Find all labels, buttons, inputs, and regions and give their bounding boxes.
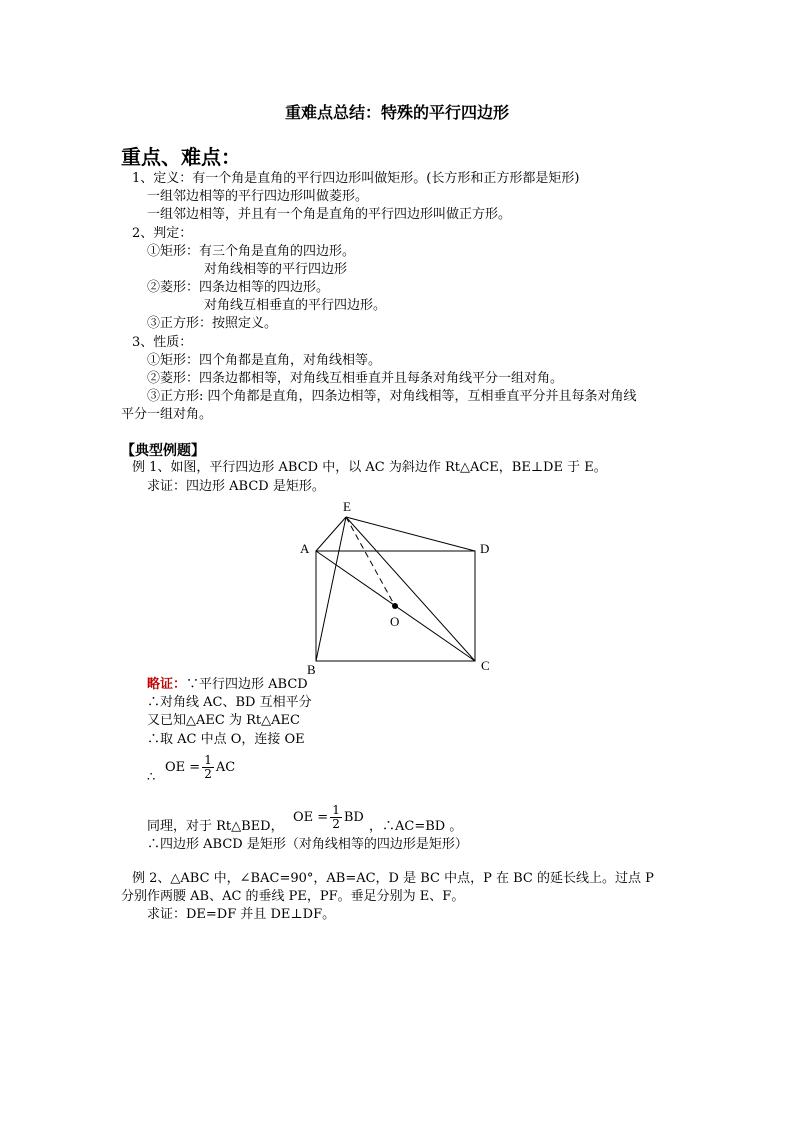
- proof-conclusion: ∴四边形 ABCD 是矩形（对角线相等的四边形是矩形）: [147, 837, 468, 852]
- proof-label: 略证：: [147, 677, 187, 692]
- label-c: C: [481, 658, 490, 673]
- formula-1-lhs: OE =: [165, 760, 201, 775]
- judgement-heading: 2、判定：: [132, 226, 193, 241]
- proof-formula-2: [293, 802, 364, 834]
- formula-2-lhs: OE =: [293, 810, 329, 825]
- label-a: A: [300, 541, 310, 556]
- segment-ec: [346, 517, 475, 661]
- proof-text-1: ∵平行四边形 ABCD: [186, 677, 308, 692]
- judgement-square: ③正方形：按照定义。: [147, 316, 278, 331]
- label-o: O: [390, 614, 400, 629]
- formula-2-numerator: 1: [332, 803, 340, 817]
- section-heading-key-points: 重点、难点：: [121, 145, 241, 169]
- property-square-2: 平分一组对角。: [121, 407, 213, 422]
- definition-line-2: 一组邻边相等的平行四边形叫做菱形。: [147, 189, 369, 204]
- example-1-question: 求证：四边形 ABCD 是矩形。: [147, 479, 325, 494]
- definition-line-3: 一组邻边相等，并且有一个角是直角的平行四边形叫做正方形。: [147, 207, 512, 222]
- segment-eo: [346, 517, 395, 606]
- judgement-rectangle-1: ①矩形：有三个角是直角的四边形。: [147, 244, 356, 259]
- proof-line-2: ∴对角线 AC、BD 互相平分: [147, 695, 312, 710]
- proof-line-6a: 同理，对于 Rt△BED，: [147, 819, 284, 834]
- formula-1-numerator: 1: [204, 753, 212, 767]
- segment-eb: [316, 517, 346, 661]
- formula-1-denominator: 2: [204, 767, 212, 781]
- proof-line-1: [147, 676, 308, 694]
- formula-2-fraction: [330, 804, 342, 831]
- proof-line-6b: ，∴AC=BD 。: [369, 819, 463, 834]
- label-d: D: [480, 541, 490, 556]
- example-2-question: 求证：DE=DF 并且 DE⊥DF。: [147, 907, 336, 922]
- property-rhombus: ②菱形：四条边都相等，对角线互相垂直并且每条对角线平分一组对角。: [147, 371, 564, 386]
- example-1-statement: 例 1、如图，平行四边形 ABCD 中，以 AC 为斜边作 Rt△ACE，BE⊥DE 于 E。: [132, 460, 607, 475]
- example-2-line-1: 例 2、△ABC 中，∠BAC=90°，AB=AC，D 是 BC 中点，P 在 BC 的延长线上。过点 P: [132, 871, 654, 886]
- formula-2-denominator: 2: [332, 817, 340, 831]
- judgement-rhombus-1: ②菱形：四条边相等的四边形。: [147, 280, 330, 295]
- point-o: [392, 603, 398, 609]
- proof-line-4: ∴取 AC 中点 O，连接 OE: [147, 732, 305, 747]
- formula-2-rhs: BD: [343, 810, 364, 825]
- judgement-rhombus-2: 对角线互相垂直的平行四边形。: [204, 298, 387, 313]
- page-title: 重难点总结：特殊的平行四边形: [284, 103, 509, 122]
- judgement-rectangle-2: 对角线相等的平行四边形: [204, 262, 348, 277]
- rectangle-abcd: [316, 551, 475, 661]
- proof-therefore-symbol: ∴: [147, 770, 156, 785]
- label-b: B: [307, 662, 316, 677]
- proof-formula-1: [165, 752, 235, 784]
- example-2-line-2: 分别作两腰 AB、AC 的垂线 PE，PF。垂足分别为 E、F。: [121, 889, 465, 904]
- formula-1-rhs: AC: [215, 760, 236, 775]
- diagonal-ac: [316, 551, 475, 661]
- definition-line-1: 1、定义：有一个角是直角的平行四边形叫做矩形。(长方形和正方形都是矩形): [132, 171, 580, 186]
- proof-line-3: 又已知△AEC 为 Rt△AEC: [147, 713, 300, 728]
- segment-ed: [346, 517, 475, 551]
- segment-ae: [316, 517, 346, 551]
- formula-1-fraction: [202, 754, 214, 781]
- property-rectangle: ①矩形：四个角都是直角，对角线相等。: [147, 353, 382, 368]
- section-heading-examples: 【典型例题】: [121, 443, 205, 459]
- property-heading: 3、性质：: [132, 335, 193, 350]
- label-e: E: [343, 499, 351, 514]
- property-square-1: ③正方形: 四个角都是直角，四条边相等，对角线相等，互相垂直平分并且每条对角线: [147, 389, 637, 404]
